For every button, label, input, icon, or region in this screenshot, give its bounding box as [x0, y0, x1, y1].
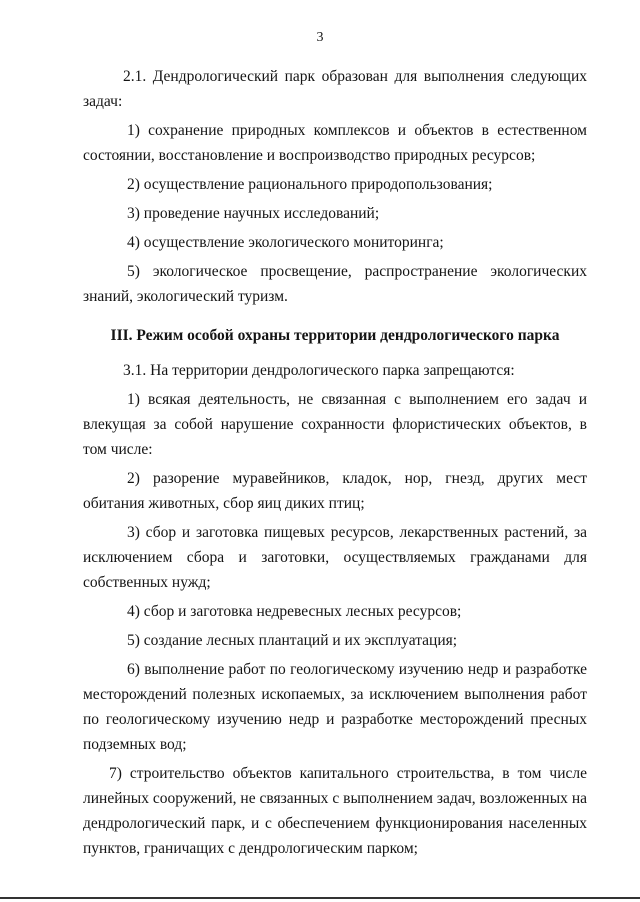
page-bottom-edge — [0, 897, 640, 899]
page-number: 3 — [316, 30, 324, 45]
task-item-3: 3) проведение научных исследований; — [127, 205, 380, 222]
prohibition-item-3: 3) сбор и заготовка пищевых ресурсов, лекарственных растений, за исключением сбора и заготовки, осуществляемых гражданами для собственных нужд; — [83, 524, 587, 591]
prohibition-item-6: 6) выполнение работ по геологическому изучению недр и разработке месторождений полезных ископаемых, за исключением выполнения работ по геологическому изучению недр и разработке месторождений пресных подземных вод; — [83, 661, 587, 753]
prohibition-item-5: 5) создание лесных плантаций и их эксплуатация; — [127, 632, 458, 649]
task-item-5: 5) экологическое просвещение, распространение экологических знаний, экологический туризм. — [83, 263, 587, 305]
prohibition-item-2: 2) разорение муравейников, кладок, нор, гнезд, других мест обитания животных, сбор яиц диких птиц; — [83, 470, 587, 512]
prohibition-item-7: 7) строительство объектов капитального строительства, в том числе линейных сооружений, не связанных с выполнением задач, возложенных на дендрологический парк, и с обеспечением функционирования населенных пунктов, граничащих с дендрологическим парком; — [83, 765, 587, 857]
task-item-4: 4) осуществление экологического мониторинга; — [127, 234, 444, 251]
task-item-1: 1) сохранение природных комплексов и объектов в естественном состоянии, восстановление и воспроизводство природных ресурсов; — [83, 122, 587, 164]
prohibition-item-4: 4) сбор и заготовка недревесных лесных ресурсов; — [127, 603, 462, 620]
task-item-2: 2) осуществление рационального природопользования; — [127, 176, 493, 193]
section-2-intro: 2.1. Дендрологический парк образован для выполнения следующих задач: — [83, 68, 587, 110]
section-3-intro: 3.1. На территории дендрологического парка запрещаются: — [123, 362, 515, 379]
prohibition-item-1: 1) всякая деятельность, не связанная с выполнением его задач и влекущая за собой нарушение сохранности флористических объектов, в том числе: — [83, 391, 587, 458]
document-body — [83, 64, 587, 865]
section-3-heading: III. Режим особой охраны территории дендрологического парка — [110, 327, 560, 344]
